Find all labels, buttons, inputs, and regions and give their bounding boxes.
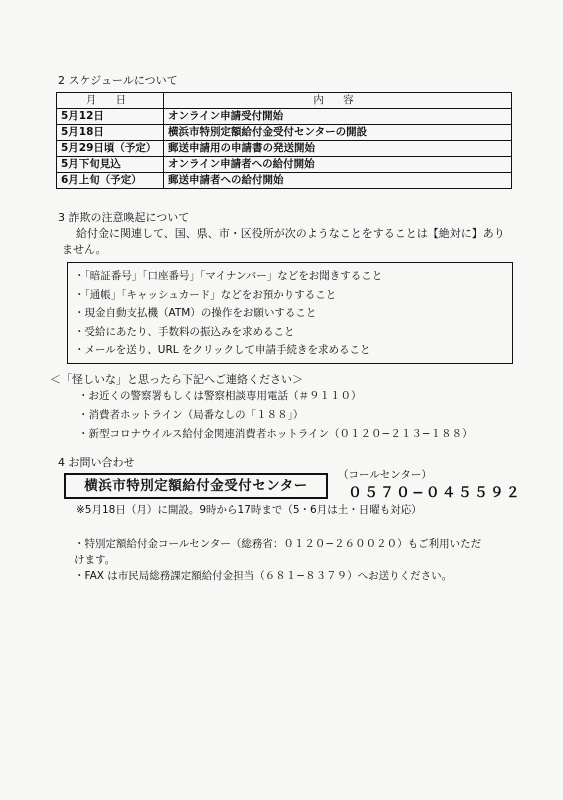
table-cell-date: 5月29日頃（予定） [57,141,164,157]
note-line: けます。 [74,554,116,566]
contact-item: ・お近くの警察署もしくは警察相談専用電話（＃９１１０） [78,390,362,402]
warning-item: ・「通帳」「キャッシュカード」などをお預かりすること [74,288,337,301]
center-name-box: 横浜市特別定額給付金受付センター [64,473,328,499]
callcenter-label: （コールセンター） [338,469,432,481]
suspicious-heading: ＜「怪しいな」と思ったら下記へご連絡ください＞ [50,373,303,386]
table-cell-date: 5月18日 [57,125,164,141]
table-cell-content: オンライン申請受付開始 [164,109,512,125]
table-cell-content: 郵送申請者への給付開始 [164,173,512,189]
section2-heading: 2 スケジュールについて [58,74,178,87]
table-row [57,109,512,125]
table-row [57,173,512,189]
table-row [57,141,512,157]
warning-item: ・現金自動支払機（ATM）の操作をお願いすること [74,307,317,319]
warning-item: ・「暗証番号」「口座番号」「マイナンバー」などをお聞きすること [74,270,383,282]
section3-heading: 3 詐欺の注意喚起について [58,211,190,224]
schedule-table [56,92,512,189]
table-row [57,157,512,173]
open-note: ※5月18日（月）に開設。9時から17時まで（5・6月は土・日曜も対応） [76,504,422,516]
table-header-content: 内 容 [164,93,512,109]
table-header-row [57,93,512,109]
section4-heading: 4 お問い合わせ [58,456,135,469]
table-header-date: 月 日 [57,93,164,109]
warning-item: ・受給にあたり、手数料の振込みを求めること [74,325,295,338]
table-cell-content: 郵送申請用の申請書の発送開始 [164,141,512,157]
section3-intro-line2: ません。 [62,243,107,256]
warning-box [67,262,513,364]
note-line: ・特別定額給付金コールセンター（総務省：０１２０−２６００２０）もご利用いただ [74,538,482,550]
note-line: ・FAX は市民局総務課定額給付金担当（６８１−８３７９）へお送りください。 [74,570,453,582]
warning-item: ・メールを送り、URL をクリックして申請手続きを求めること [74,344,371,356]
contact-item: ・新型コロナウイルス給付金関連消費者ホットライン（０１２０−２１３−１８８） [78,428,473,440]
table-cell-date: 6月上旬（予定） [57,173,164,189]
table-cell-date: 5月下旬見込 [57,157,164,173]
section3-intro-line1: 給付金に関連して、国、県、市・区役所が次のようなことをすることは【絶対に】あり [76,227,505,240]
table-row [57,125,512,141]
table-cell-date: 5月12日 [57,109,164,125]
contact-list [78,387,473,444]
callcenter-number: ０５７０−０４５５９２ [348,485,522,501]
table-cell-content: オンライン申請者への給付開始 [164,157,512,173]
table-cell-content: 横浜市特別定額給付金受付センターの開設 [164,125,512,141]
contact-item: ・消費者ホットライン（局番なしの「１８８」） [78,409,304,421]
